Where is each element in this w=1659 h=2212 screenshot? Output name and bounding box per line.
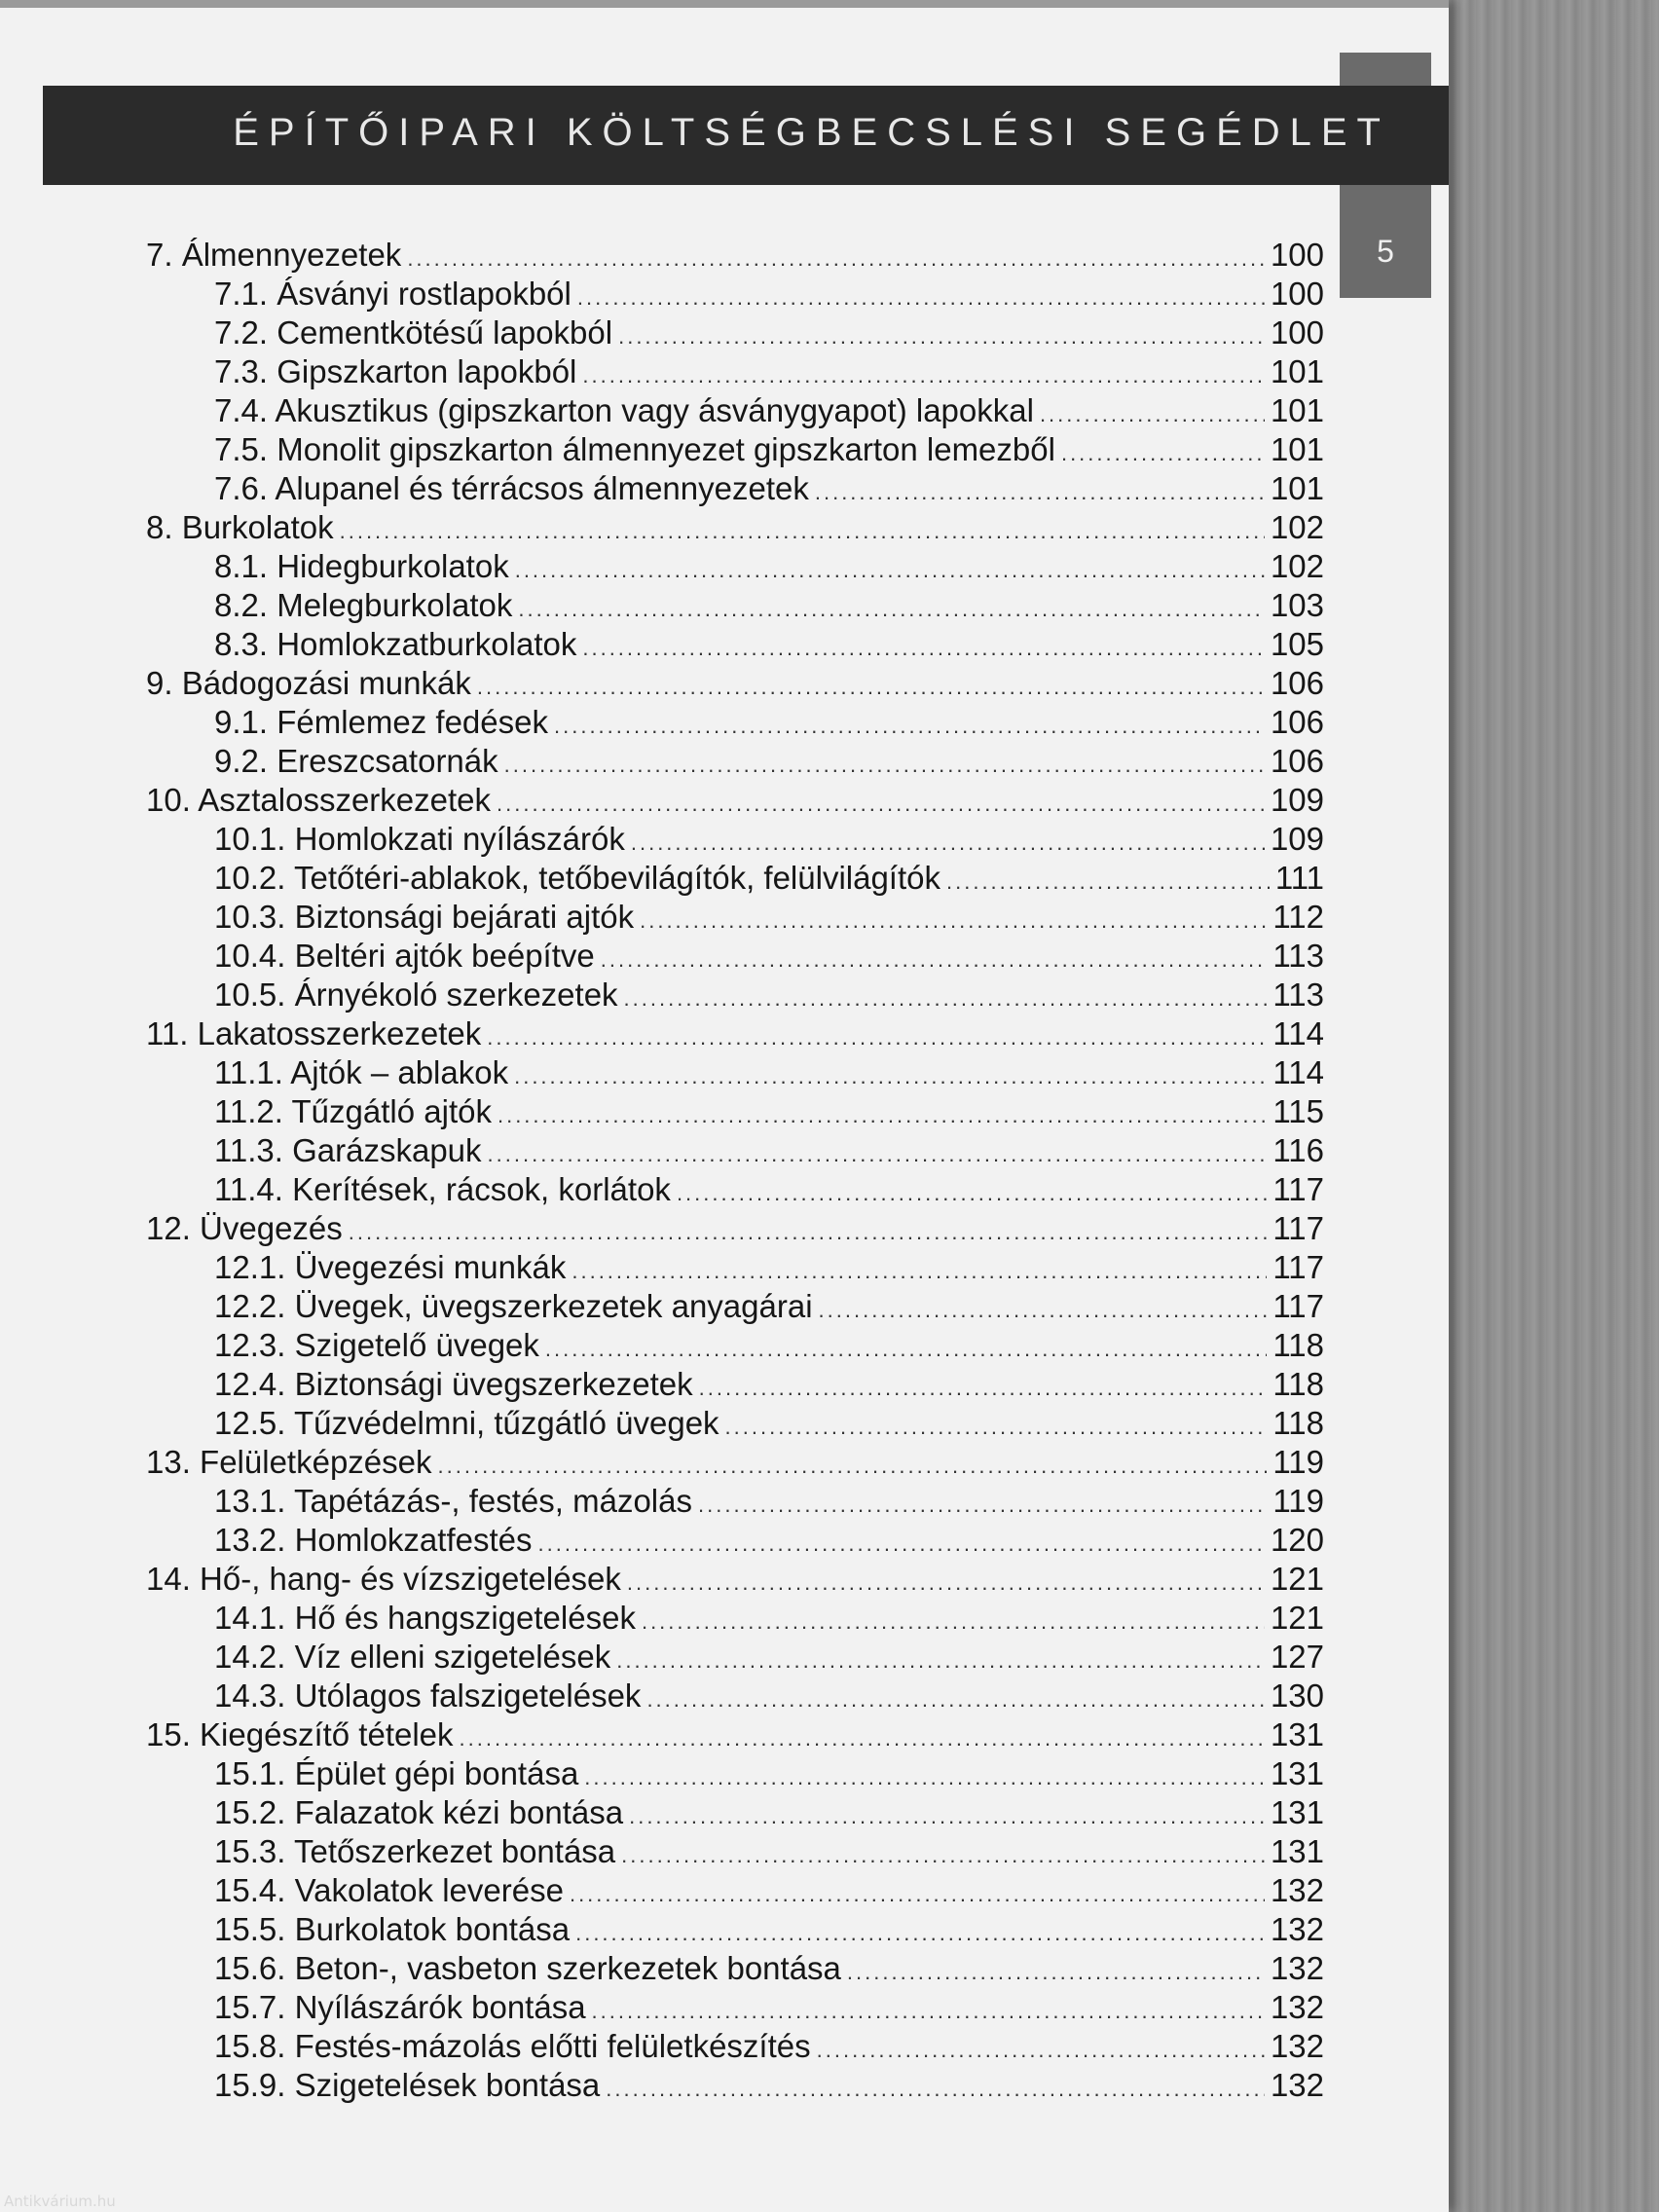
toc-entry-page: 105 <box>1270 626 1324 662</box>
toc-section-row <box>146 469 1324 508</box>
toc-entry-label: 10.1. Homlokzati nyílászárók <box>214 821 625 857</box>
toc-entry-label: 7.4. Akusztikus (gipszkarton vagy ásványgyapot) lapokkal <box>214 392 1034 428</box>
toc-entry-label: 15.9. Szigetelések bontása <box>214 2067 601 2103</box>
toc-entry-label: 11. Lakatosszerkezetek <box>146 1015 482 1051</box>
toc-dot-leader <box>477 668 1265 707</box>
toc-dot-leader <box>407 240 1265 278</box>
toc-dot-leader <box>601 940 1268 979</box>
toc-entry-page: 117 <box>1272 1210 1324 1246</box>
toc-entry-page: 127 <box>1270 1639 1324 1675</box>
toc-entry-label: 7.1. Ásványi rostlapokból <box>214 276 571 312</box>
toc-entry-label: 14. Hő-, hang- és vízszigetelések <box>146 1561 621 1597</box>
toc-chapter-row <box>146 781 1324 820</box>
toc-dot-leader <box>1061 434 1265 473</box>
toc-entry-label: 10.5. Árnyékoló szerkezetek <box>214 977 618 1013</box>
toc-entry-page: 114 <box>1272 1054 1324 1090</box>
toc-entry-page: 117 <box>1272 1288 1324 1324</box>
toc-section-row <box>146 859 1324 898</box>
toc-section-row <box>146 1521 1324 1560</box>
toc-dot-leader <box>460 1719 1265 1758</box>
toc-entry-page: 106 <box>1270 704 1324 740</box>
toc-section-row <box>146 2027 1324 2066</box>
toc-section-row <box>146 1326 1324 1365</box>
toc-entry-page: 118 <box>1272 1405 1324 1441</box>
toc-entry-label: 15. Kiegészítő tételek <box>146 1716 454 1752</box>
toc-entry-page: 101 <box>1270 470 1324 506</box>
toc-entry-label: 15.1. Épület gépi bontása <box>214 1755 579 1791</box>
toc-entry-page: 114 <box>1272 1015 1324 1051</box>
site-watermark: Antikvárium.hu <box>4 2193 116 2210</box>
toc-section-row <box>146 1949 1324 1988</box>
toc-entry-page: 101 <box>1270 353 1324 389</box>
toc-entry-label: 9.2. Ereszcsatornák <box>214 743 498 779</box>
toc-entry-page: 109 <box>1270 821 1324 857</box>
toc-entry-label: 12.2. Üvegek, üvegszerkezetek anyagárai <box>214 1288 813 1324</box>
toc-entry-page: 115 <box>1272 1093 1324 1129</box>
toc-entry-page: 132 <box>1270 1989 1324 2025</box>
toc-section-row <box>146 703 1324 742</box>
toc-section-row <box>146 391 1324 430</box>
table-of-contents <box>146 236 1324 2105</box>
toc-entry-page: 118 <box>1272 1366 1324 1402</box>
toc-entry-page: 116 <box>1272 1132 1324 1168</box>
toc-entry-label: 7.6. Alupanel és térrácsos álmennyezetek <box>214 470 809 506</box>
toc-section-row <box>146 625 1324 664</box>
toc-entry-page: 117 <box>1272 1249 1324 1285</box>
toc-chapter-row <box>146 664 1324 703</box>
toc-entry-label: 12.5. Tűzvédelmni, tűzgátló üvegek <box>214 1405 719 1441</box>
toc-chapter-row <box>146 1014 1324 1053</box>
header-bar <box>43 86 1449 185</box>
toc-dot-leader <box>584 1758 1265 1797</box>
toc-dot-leader <box>504 746 1265 785</box>
toc-dot-leader <box>624 979 1268 1018</box>
toc-section-row <box>146 586 1324 625</box>
toc-entry-label: 7.2. Cementkötésű lapokból <box>214 314 613 350</box>
toc-dot-leader <box>515 551 1265 590</box>
toc-entry-label: 14.2. Víz elleni szigetelések <box>214 1639 611 1675</box>
toc-dot-leader <box>847 1953 1265 1992</box>
toc-section-row <box>146 1287 1324 1326</box>
toc-entry-page: 102 <box>1270 548 1324 584</box>
toc-section-row <box>146 1599 1324 1638</box>
toc-dot-leader <box>570 1875 1265 1914</box>
toc-entry-label: 7.5. Monolit gipszkarton álmennyezet gipszkarton lemezből <box>214 431 1055 467</box>
toc-dot-leader <box>631 824 1265 863</box>
toc-entry-label: 15.2. Falazatok kézi bontása <box>214 1794 624 1830</box>
toc-entry-label: 10.2. Tetőtéri-ablakok, tetőbevilágítók, felülvilágítók <box>214 860 940 896</box>
toc-dot-leader <box>571 1252 1267 1291</box>
toc-entry-page: 106 <box>1270 743 1324 779</box>
toc-dot-leader <box>725 1408 1268 1447</box>
toc-entry-page: 131 <box>1270 1833 1324 1869</box>
toc-entry-label: 11.4. Kerítések, rácsok, korlátok <box>214 1171 671 1207</box>
toc-entry-label: 7. Álmennyezetek <box>146 237 402 273</box>
toc-entry-page: 131 <box>1270 1716 1324 1752</box>
toc-dot-leader <box>677 1174 1267 1213</box>
toc-dot-leader <box>582 629 1265 668</box>
toc-dot-leader <box>349 1213 1268 1252</box>
toc-entry-page: 109 <box>1270 782 1324 818</box>
toc-entry-page: 106 <box>1270 665 1324 701</box>
book-title: ÉPÍTŐIPARI KÖLTSÉGBECSLÉSI SEGÉDLET <box>233 111 1390 154</box>
toc-section-row <box>146 1053 1324 1092</box>
toc-entry-label: 15.7. Nyílászárók bontása <box>214 1989 586 2025</box>
toc-entry-label: 13.1. Tapétázás-, festés, mázolás <box>214 1483 692 1519</box>
toc-dot-leader <box>514 1057 1267 1096</box>
toc-entry-page: 121 <box>1270 1600 1324 1636</box>
toc-entry-label: 13. Felületképzések <box>146 1444 432 1480</box>
toc-entry-page: 112 <box>1272 899 1324 935</box>
toc-entry-page: 101 <box>1270 431 1324 467</box>
toc-chapter-row <box>146 1715 1324 1754</box>
toc-entry-label: 8.1. Hidegburkolatok <box>214 548 509 584</box>
toc-dot-leader <box>817 2031 1265 2070</box>
toc-entry-label: 14.3. Utólagos falszigetelések <box>214 1677 642 1714</box>
toc-entry-label: 8. Burkolatok <box>146 509 334 545</box>
toc-entry-page: 132 <box>1270 2067 1324 2103</box>
toc-dot-leader <box>545 1330 1267 1369</box>
toc-section-row <box>146 1365 1324 1404</box>
toc-dot-leader <box>627 1564 1265 1603</box>
toc-entry-page: 131 <box>1270 1794 1324 1830</box>
toc-chapter-row <box>146 1560 1324 1599</box>
toc-section-row <box>146 1910 1324 1949</box>
toc-chapter-row <box>146 236 1324 275</box>
toc-section-row <box>146 275 1324 313</box>
toc-section-row <box>146 1871 1324 1910</box>
toc-entry-label: 9. Bádogozási munkák <box>146 665 471 701</box>
toc-entry-label: 12.4. Biztonsági üvegszerkezetek <box>214 1366 693 1402</box>
toc-section-row <box>146 937 1324 976</box>
toc-entry-page: 120 <box>1270 1522 1324 1558</box>
toc-section-row <box>146 430 1324 469</box>
toc-dot-leader <box>698 1486 1267 1525</box>
toc-section-row <box>146 898 1324 937</box>
toc-dot-leader <box>1040 395 1265 434</box>
toc-dot-leader <box>606 2070 1265 2109</box>
toc-section-row <box>146 1832 1324 1871</box>
toc-dot-leader <box>815 473 1265 512</box>
toc-dot-leader <box>497 785 1265 824</box>
toc-entry-label: 15.8. Festés-mázolás előtti felületkészítés <box>214 2028 811 2064</box>
toc-entry-page: 131 <box>1270 1755 1324 1791</box>
toc-dot-leader <box>640 902 1267 940</box>
toc-chapter-row <box>146 1443 1324 1482</box>
toc-section-row <box>146 1638 1324 1677</box>
toc-entry-label: 7.3. Gipszkarton lapokból <box>214 353 577 389</box>
toc-section-row <box>146 820 1324 859</box>
toc-dot-leader <box>621 1836 1265 1875</box>
toc-dot-leader <box>592 1992 1265 2031</box>
toc-entry-label: 12.1. Üvegezési munkák <box>214 1249 567 1285</box>
toc-entry-page: 111 <box>1274 860 1324 896</box>
toc-dot-leader <box>819 1291 1268 1330</box>
toc-entry-label: 11.3. Garázskapuk <box>214 1132 482 1168</box>
toc-entry-label: 15.5. Burkolatok bontása <box>214 1911 571 1947</box>
toc-entry-page: 100 <box>1270 237 1324 273</box>
toc-dot-leader <box>699 1369 1268 1408</box>
toc-section-row <box>146 1131 1324 1170</box>
toc-entry-label: 10.4. Beltéri ajtók beépítve <box>214 938 595 974</box>
toc-dot-leader <box>538 1525 1265 1564</box>
toc-entry-page: 132 <box>1270 2028 1324 2064</box>
toc-entry-page: 132 <box>1270 1911 1324 1947</box>
toc-entry-label: 13.2. Homlokzatfestés <box>214 1522 533 1558</box>
toc-section-row <box>146 1248 1324 1287</box>
toc-entry-page: 132 <box>1270 1872 1324 1908</box>
toc-entry-page: 117 <box>1272 1171 1324 1207</box>
toc-entry-page: 132 <box>1270 1950 1324 1986</box>
toc-dot-leader <box>438 1447 1268 1486</box>
toc-entry-page: 121 <box>1270 1561 1324 1597</box>
toc-dot-leader <box>582 356 1265 395</box>
toc-entry-label: 11.1. Ajtók – ablakok <box>214 1054 509 1090</box>
page-number: 5 <box>1377 234 1394 269</box>
toc-entry-label: 8.3. Homlokzatburkolatok <box>214 626 577 662</box>
toc-entry-page: 100 <box>1270 314 1324 350</box>
toc-entry-page: 113 <box>1272 977 1324 1013</box>
toc-dot-leader <box>487 1018 1267 1057</box>
toc-entry-label: 10. Asztalosszerkezetek <box>146 782 492 818</box>
toc-chapter-row <box>146 1209 1324 1248</box>
toc-entry-label: 11.2. Tűzgátló ajtók <box>214 1093 492 1129</box>
toc-entry-label: 14.1. Hő és hangszigetelések <box>214 1600 636 1636</box>
toc-entry-page: 113 <box>1272 938 1324 974</box>
toc-entry-label: 15.3. Tetőszerkezet bontása <box>214 1833 616 1869</box>
toc-section-row <box>146 1988 1324 2027</box>
toc-section-row <box>146 2066 1324 2105</box>
toc-section-row <box>146 1754 1324 1793</box>
toc-dot-leader <box>618 317 1265 356</box>
toc-dot-leader <box>616 1641 1265 1680</box>
toc-section-row <box>146 547 1324 586</box>
toc-chapter-row <box>146 508 1324 547</box>
toc-section-row <box>146 1793 1324 1832</box>
toc-dot-leader <box>518 590 1265 629</box>
toc-section-row <box>146 1677 1324 1715</box>
page-top-edge <box>0 0 1449 8</box>
toc-dot-leader <box>554 707 1265 746</box>
toc-section-row <box>146 313 1324 352</box>
toc-dot-leader <box>488 1135 1268 1174</box>
toc-entry-label: 8.2. Melegburkolatok <box>214 587 513 623</box>
toc-section-row <box>146 742 1324 781</box>
toc-entry-page: 130 <box>1270 1677 1324 1714</box>
toc-dot-leader <box>498 1096 1267 1135</box>
toc-entry-page: 119 <box>1272 1483 1324 1519</box>
toc-entry-label: 12. Üvegezés <box>146 1210 343 1246</box>
toc-section-row <box>146 1092 1324 1131</box>
toc-dot-leader <box>577 278 1265 317</box>
toc-section-row <box>146 1404 1324 1443</box>
toc-entry-page: 103 <box>1270 587 1324 623</box>
toc-entry-page: 119 <box>1272 1444 1324 1480</box>
toc-entry-label: 12.3. Szigetelő üvegek <box>214 1327 539 1363</box>
toc-dot-leader <box>642 1603 1265 1641</box>
toc-section-row <box>146 1170 1324 1209</box>
toc-entry-page: 118 <box>1272 1327 1324 1363</box>
toc-section-row <box>146 976 1324 1014</box>
toc-dot-leader <box>946 863 1270 902</box>
toc-dot-leader <box>340 512 1265 551</box>
toc-entry-page: 101 <box>1270 392 1324 428</box>
toc-section-row <box>146 352 1324 391</box>
toc-section-row <box>146 1482 1324 1521</box>
background-surface <box>1441 0 1659 2212</box>
toc-entry-label: 10.3. Biztonsági bejárati ajtók <box>214 899 635 935</box>
toc-entry-label: 15.6. Beton-, vasbeton szerkezetek bontása <box>214 1950 841 1986</box>
toc-dot-leader <box>629 1797 1265 1836</box>
toc-entry-page: 100 <box>1270 276 1324 312</box>
toc-dot-leader <box>646 1680 1265 1719</box>
toc-dot-leader <box>575 1914 1265 1953</box>
toc-entry-page: 102 <box>1270 509 1324 545</box>
toc-entry-label: 9.1. Fémlemez fedések <box>214 704 548 740</box>
toc-entry-label: 15.4. Vakolatok leverése <box>214 1872 564 1908</box>
